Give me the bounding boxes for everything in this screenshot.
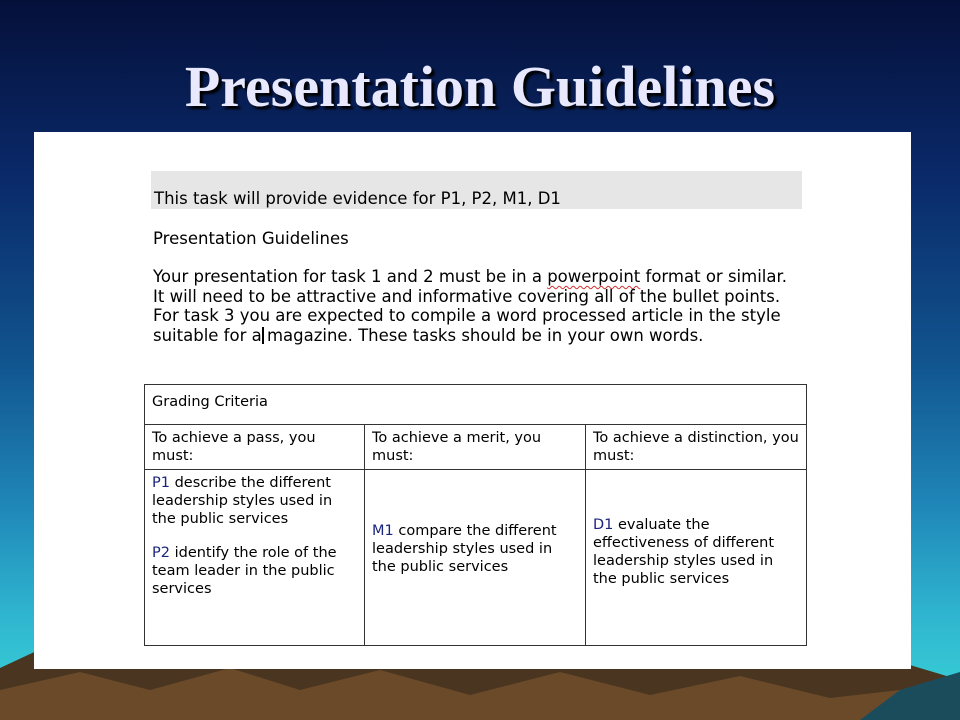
evidence-banner <box>151 171 802 209</box>
criterion-d1 <box>593 516 799 588</box>
merit-header: To achieve a merit, you must: <box>365 425 586 470</box>
criterion-text: identify the role of the team leader in the public services <box>152 545 337 597</box>
evidence-text: This task will provide evidence for P1, P2, M1, D1 <box>154 189 561 208</box>
criterion-p1 <box>152 474 357 528</box>
pass-header: To achieve a pass, you must: <box>145 425 365 470</box>
paragraph-text-3: magazine. These tasks should be in your own words. <box>261 325 704 345</box>
criterion-code: P2 <box>152 545 170 561</box>
criterion-text: evaluate the effectiveness of different leadership styles used in the public services <box>593 517 775 587</box>
document-heading: Presentation Guidelines <box>153 229 349 248</box>
slide-title: Presentation Guidelines <box>184 54 776 119</box>
guidelines-paragraph <box>153 267 793 345</box>
paragraph-text-1: Your presentation for task 1 and 2 must be in a <box>153 267 548 286</box>
pass-criteria-cell <box>145 470 365 646</box>
distinction-header: To achieve a distinction, you must: <box>586 425 807 470</box>
document-screenshot <box>34 132 911 669</box>
grading-title: Grading Criteria <box>145 385 807 425</box>
paragraph-text-2: format or similar. It will need to be attractive and informative covering all of the bullet points. For task 3 you are expected to compile a word processed article in the style suitable for a <box>153 267 787 345</box>
criterion-code: D1 <box>593 517 614 533</box>
criterion-code: P1 <box>152 475 170 491</box>
criterion-code: M1 <box>372 523 394 539</box>
grading-criteria-table <box>144 384 807 646</box>
criterion-m1 <box>372 522 578 576</box>
criterion-text: describe the different leadership styles used in the public services <box>152 475 333 527</box>
merit-criteria-cell <box>365 470 586 646</box>
distinction-criteria-cell <box>586 470 807 646</box>
criterion-p2 <box>152 544 357 598</box>
criterion-text: compare the different leadership styles used in the public services <box>372 523 557 575</box>
misspelled-word: powerpoint <box>547 267 641 286</box>
